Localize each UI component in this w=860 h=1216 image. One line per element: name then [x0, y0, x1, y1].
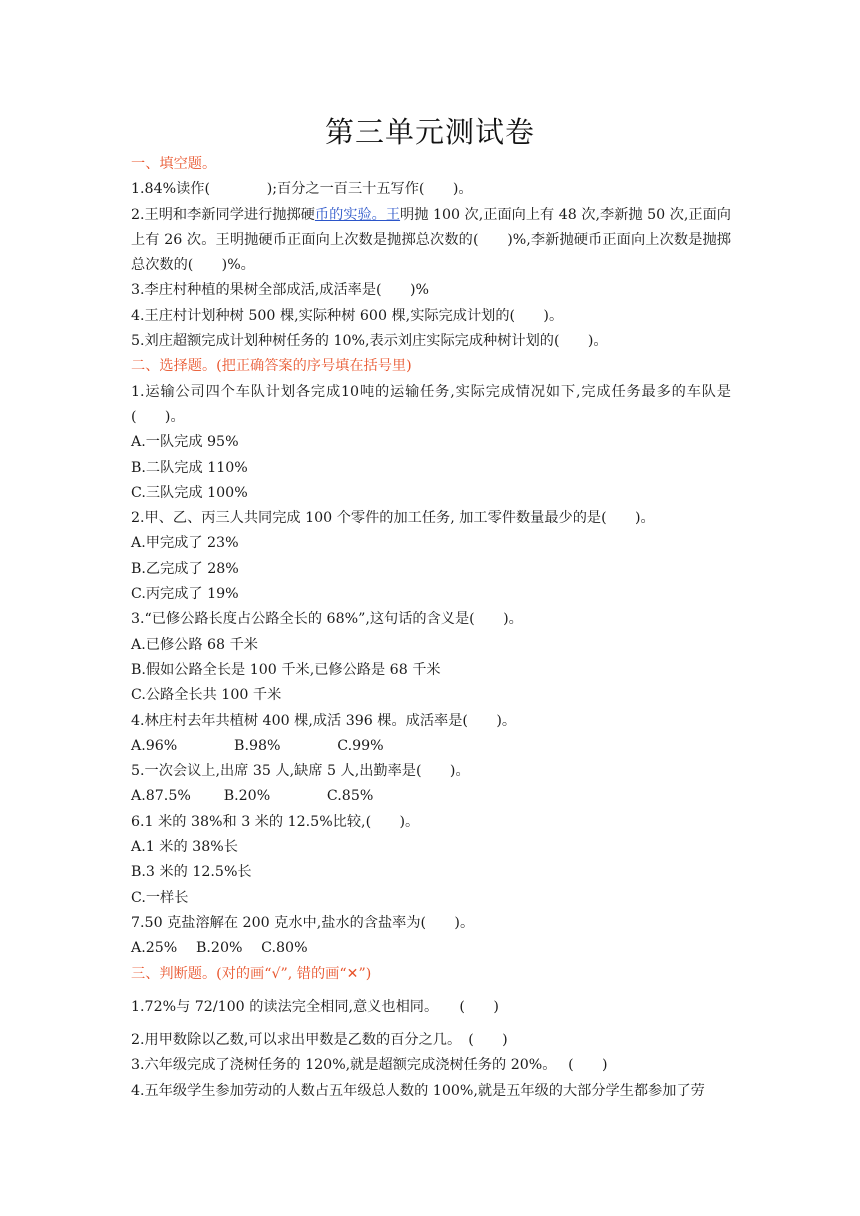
- question-2-1: 1.运输公司四个车队计划各完成10吨的运输任务,实际完成情况如下,完成任务最多的车队是( )。: [131, 383, 731, 425]
- question-1-2-text-b: 明抛 100 次,正面向上有 48 次,李新抛 50 次,正面向上有 26 次。王明抛硬币正面向上次数是抛掷总次数的( )%,李新抛硬币正面向上次数是抛掷总次数的( )%。: [131, 206, 731, 274]
- question-2-6-option-b: B.3 米的 12.5%长: [131, 864, 252, 881]
- question-2-4-options: A.96% B.98% C.99%: [131, 737, 384, 754]
- question-2-7: 7.50 克盐溶解在 200 克水中,盐水的含盐率为( )。: [131, 914, 475, 931]
- question-2-2-option-c: C.丙完成了 19%: [131, 586, 239, 603]
- question-1-1: 1.84%读作( );百分之一百三十五写作( )。: [131, 181, 473, 198]
- question-1-3: 3.李庄村种植的果树全部成活,成活率是( )%: [131, 282, 429, 299]
- question-2-5: 5.一次会议上,出席 35 人,缺席 5 人,出勤率是( )。: [131, 763, 470, 780]
- question-2-1-option-a: A.一队完成 95%: [131, 434, 239, 451]
- question-3-3: 3.六年级完成了浇树任务的 120%,就是超额完成浇树任务的 20%。 ( ): [131, 1057, 608, 1074]
- question-1-5: 5.刘庄超额完成计划种树任务的 10%,表示刘庄实际完成种树计划的( )。: [131, 333, 608, 350]
- question-2-3-option-a: A.已修公路 68 千米: [131, 636, 258, 653]
- question-2-1-option-b: B.二队完成 110%: [131, 459, 248, 476]
- question-1-2-text-a: 2.王明和李新同学进行抛掷硬: [131, 206, 315, 223]
- question-2-6: 6.1 米的 38%和 3 米的 12.5%比较,( )。: [131, 813, 420, 830]
- document-body: [131, 152, 731, 1104]
- question-2-2-option-b: B.乙完成了 28%: [131, 560, 239, 577]
- question-2-6-option-c: C.一样长: [131, 889, 189, 906]
- section-heading-multiple-choice: 二、选择题。(把正确答案的序号填在括号里): [131, 358, 412, 375]
- question-2-2: 2.甲、乙、丙三人共同完成 100 个零件的加工任务, 加工零件数量最少的是( )。: [131, 510, 655, 527]
- question-2-3: 3.“已修公路长度占公路全长的 68%”,这句话的含义是( )。: [131, 611, 523, 628]
- question-2-2-option-a: A.甲完成了 23%: [131, 535, 239, 552]
- question-2-1-option-c: C.三队完成 100%: [131, 484, 248, 501]
- question-2-3-option-c: C.公路全长共 100 千米: [131, 687, 282, 704]
- question-2-4: 4.林庄村去年共植树 400 棵,成活 396 棵。成活率是( )。: [131, 712, 517, 729]
- question-2-3-option-b: B.假如公路全长是 100 千米,已修公路是 68 千米: [131, 661, 441, 678]
- question-3-4: 4.五年级学生参加劳动的人数占五年级总人数的 100%,就是五年级的大部分学生都参加了劳: [131, 1082, 705, 1099]
- question-2-6-option-a: A.1 米的 38%长: [131, 839, 238, 856]
- section-heading-true-false: 三、判断题。(对的画“√”, 错的画“✕”): [131, 965, 372, 982]
- question-1-4: 4.王庄村计划种树 500 棵,实际种树 600 棵,实际完成计划的( )。: [131, 307, 564, 324]
- question-3-1: 1.72%与 72/100 的读法完全相同,意义也相同。 ( ): [131, 998, 499, 1015]
- section-heading-fill-blank: 一、填空题。: [131, 156, 217, 172]
- question-3-2: 2.用甲数除以乙数,可以求出甲数是乙数的百分之几。 ( ): [131, 1032, 508, 1049]
- question-2-5-options: A.87.5% B.20% C.85%: [131, 788, 374, 805]
- question-1-2: [131, 203, 731, 279]
- question-2-7-options: A.25% B.20% C.80%: [131, 940, 308, 957]
- page-title: 第三单元测试卷: [324, 115, 535, 149]
- question-1-2-link[interactable]: 币的实验。王: [314, 206, 401, 223]
